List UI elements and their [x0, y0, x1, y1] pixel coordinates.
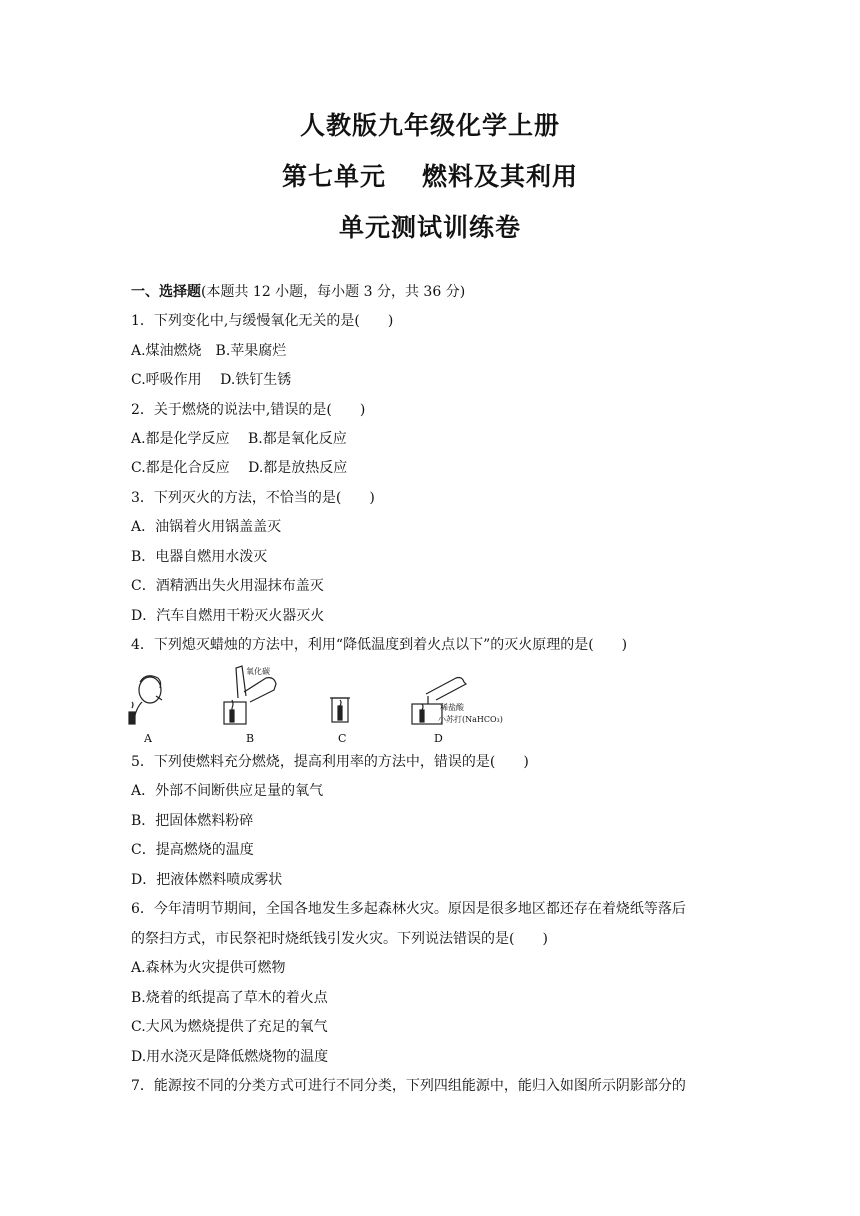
q4-stem: 4．下列熄灭蜡烛的方法中，利用“降低温度到着火点以下”的灭火原理的是( ) [131, 637, 628, 653]
candle-figure [126, 664, 526, 746]
q2-options-ab: A.都是化学反应 B.都是氧化反应 [131, 431, 347, 447]
figure-label-c: C [338, 732, 347, 745]
q3-option-a: A．油锅着火用锅盖盖灭 [131, 519, 282, 535]
q6-option-c: C.大风为燃烧提供了充足的氧气 [131, 1019, 328, 1035]
q5-option-b: B．把固体燃料粉碎 [131, 813, 254, 829]
q3-option-d: D．汽车自燃用干粉灭火器灭火 [131, 608, 325, 624]
co2-label: 氧化碳 [246, 667, 270, 676]
figure-label-a: A [144, 732, 152, 745]
figure-label-d: D [434, 732, 443, 745]
q6-stem-line1: 6．今年清明节期间，全国各地发生多起森林火灾。原因是很多地区都还存在着烧纸等落后 [131, 901, 686, 917]
q3-option-c: C．酒精洒出失火用湿抹布盖灭 [131, 578, 324, 594]
q2-options-cd: C.都是化合反应 D.都是放热反应 [131, 460, 348, 476]
q6-option-b: B.烧着的纸提高了草木的着火点 [131, 990, 328, 1006]
section-label: 一、选择题 [131, 284, 201, 300]
unit-number: 第七单元 [281, 162, 386, 191]
q5-option-a: A．外部不间断供应足量的氧气 [131, 783, 324, 799]
figure-label-b: B [246, 732, 255, 745]
figure-a-person [129, 676, 162, 724]
q6-stem-line2: 的祭扫方式，市民祭祀时烧纸钱引发火灾。下列说法错误的是( ) [131, 931, 548, 947]
section-note: (本题共 12 小题，每小题 3 分，共 36 分) [201, 284, 466, 300]
soda-label: 小苏打(NaHCO₃) [438, 715, 503, 724]
q7-stem: 7．能源按不同的分类方式可进行不同分类，下列四组能源中，能归入如图所示阴影部分的 [131, 1078, 686, 1094]
q2-stem: 2．关于燃烧的说法中,错误的是( ) [131, 402, 366, 418]
q3-stem: 3．下列灭火的方法，不恰当的是( ) [131, 490, 375, 506]
q1-stem: 1．下列变化中,与缓慢氧化无关的是( ) [131, 313, 394, 329]
doc-title: 人教版九年级化学上册 [299, 111, 560, 140]
candle-figure-drawing [126, 664, 526, 746]
doc-subtitle: 单元测试训练卷 [338, 213, 521, 242]
unit-name: 燃料及其利用 [422, 162, 579, 191]
q5-stem: 5．下列使燃料充分燃烧，提高利用率的方法中，错误的是( ) [131, 754, 529, 770]
section-heading [131, 282, 465, 302]
q5-option-c: C．提高燃烧的温度 [131, 842, 254, 858]
q5-option-d: D．把液体燃料喷成雾状 [131, 872, 283, 888]
q1-options-ab: A.煤油燃烧 B.苹果腐烂 [131, 343, 287, 359]
q1-options-cd: C.呼吸作用 D.铁钉生锈 [131, 372, 292, 388]
q3-option-b: B．电器自燃用水泼灭 [131, 549, 268, 565]
q6-option-d: D.用水浇灭是降低燃烧物的温度 [131, 1049, 329, 1065]
unit-title [0, 157, 860, 193]
acid-label: 稀盐酸 [440, 703, 464, 712]
q6-option-a: A.森林为火灾提供可燃物 [131, 960, 286, 976]
figure-c-covered-beaker [330, 698, 350, 722]
